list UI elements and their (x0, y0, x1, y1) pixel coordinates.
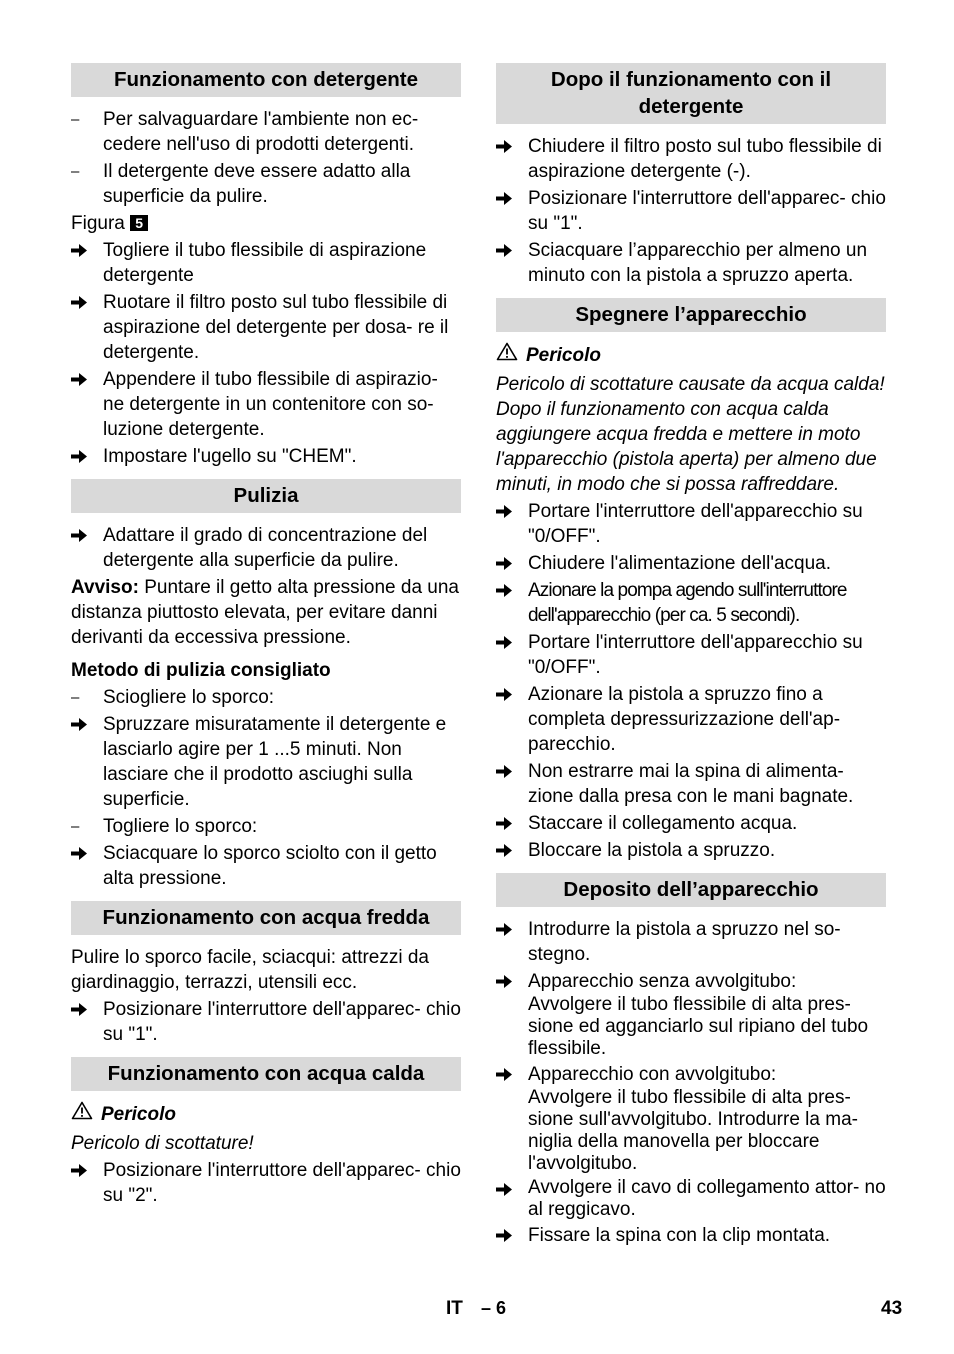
dash-bullet: – (71, 818, 80, 835)
arrow-right-icon (496, 134, 520, 154)
list-item: Avvolgere il cavo di collegamento attor- no al reggicavo. (496, 1177, 886, 1221)
list-item: Azionare la pistola a spruzzo fino a completa depressurizzazione dell'ap- parecchio. (496, 682, 886, 757)
arrow-right-icon (496, 578, 520, 598)
arrow-right-icon (496, 238, 520, 258)
danger-title: Pericolo (71, 1101, 461, 1127)
list-item-continuation: Avvolgere il tubo flessibile di alta pres- sione ed agganciarlo sul ripiano del tubo flessibile. (528, 994, 869, 1059)
list-item: Non estrarre mai la spina di alimenta- zione dalla presa con le mani bagnate. (496, 759, 886, 809)
list-item: – Togliere lo sporco: (71, 816, 258, 837)
arrow-right-icon (71, 712, 95, 732)
danger-title: Pericolo (496, 342, 886, 368)
list-item: Posizionare l'interruttore dell'apparec- chio su "2". (71, 1158, 461, 1208)
danger-text: Pericolo di scottature causate da acqua calda! Dopo il funzionamento con acqua calda aggiungere acqua fredda e mettere in moto l'apparecchio (pistola aperta) per almeno due minuti, in modo che si possa raffreddare. (496, 374, 885, 495)
arrow-right-icon (496, 1062, 520, 1082)
list-item: Sciacquare lo sporco sciolto con il getto alta pressione. (71, 841, 461, 891)
figure-number-badge: 5 (130, 215, 148, 231)
arrow-right-icon (71, 290, 95, 310)
heading-dopo-detergente: Dopo il funzionamento con il detergente (496, 63, 886, 124)
warning-triangle-icon (496, 342, 526, 368)
notice-paragraph: Avviso: Puntare il getto alta pressione da una distanza piuttosto elevata, per evitare danni derivanti da eccessiva pressione. (71, 577, 459, 648)
heading-deposito: Deposito dell’apparecchio (496, 873, 886, 907)
arrow-right-icon (71, 444, 95, 464)
list-item: Togliere il tubo flessibile di aspirazione detergente (71, 238, 461, 288)
heading-acqua-calda: Funzionamento con acqua calda (71, 1057, 461, 1091)
heading-detergent: Funzionamento con detergente (71, 63, 461, 97)
heading-pulizia: Pulizia (71, 479, 461, 513)
figure-reference: Figura 5 (71, 211, 461, 236)
list-item: Posizionare l'interruttore dell'apparec- chio su "1". (496, 186, 886, 236)
arrow-right-icon (71, 997, 95, 1017)
arrow-right-icon (71, 238, 95, 258)
list-item: Introdurre la pistola a spruzzo nel so- stegno. (496, 917, 886, 967)
footer-language: IT (446, 1298, 463, 1319)
arrow-right-icon (496, 630, 520, 650)
list-item: Azionare la pompa agendo sull'interruttore dell'apparecchio (per ca. 5 secondi). (496, 578, 886, 628)
arrow-right-icon (496, 811, 520, 831)
arrow-right-icon (496, 969, 520, 989)
arrow-right-icon (496, 759, 520, 779)
arrow-right-icon (71, 367, 95, 387)
list-item: Staccare il collegamento acqua. (496, 811, 886, 836)
list-item: Apparecchio senza avvolgitubo: Avvolgere il tubo flessibile di alta pres- sione ed agganciarlo sul ripiano del tubo flessibile. (496, 969, 886, 1060)
list-item: Portare l'interruttore dell'apparecchio su "0/OFF". (496, 499, 886, 549)
dash-bullet: – (71, 689, 80, 706)
list-item: – Per salvaguardare l'ambiente non ec- cedere nell'uso di prodotti detergenti. (71, 109, 419, 155)
heading-spegnere: Spegnere l’apparecchio (496, 298, 886, 332)
list-item: Chiudere l'alimentazione dell'acqua. (496, 551, 886, 576)
footer-section-page: – 6 (481, 1298, 507, 1318)
arrow-right-icon (71, 523, 95, 543)
left-column (71, 63, 461, 1210)
arrow-right-icon (496, 1177, 520, 1197)
list-item: Appendere il tubo flessibile di aspirazio- ne detergente in un contenitore con so- luzione detergente. (71, 367, 461, 442)
arrow-right-icon (496, 682, 520, 702)
arrow-right-icon (71, 1158, 95, 1178)
paragraph: Pulire lo sporco facile, sciacqui: attrezzi da giardinaggio, terrazzi, utensili ecc. (71, 947, 429, 993)
subheading-metodo: Metodo di pulizia consigliato (71, 660, 331, 681)
list-item-continuation: Avvolgere il tubo flessibile di alta pres- sione sull'avvolgitubo. Introdurre la ma- niglia della manovella per bloccare l'avvolgitubo. (528, 1087, 858, 1174)
arrow-right-icon (496, 838, 520, 858)
arrow-right-icon (496, 917, 520, 937)
list-item: Bloccare la pistola a spruzzo. (496, 838, 886, 863)
arrow-right-icon (496, 499, 520, 519)
list-item: Ruotare il filtro posto sul tubo flessibile di aspirazione del detergente per dosa- re il detergente. (71, 290, 461, 365)
arrow-right-icon (496, 186, 520, 206)
list-item: Impostare l'ugello su "CHEM". (71, 444, 461, 469)
right-column (496, 63, 886, 1250)
list-item: Adattare il grado di concentrazione del detergente alla superficie da pulire. (71, 523, 461, 573)
heading-acqua-fredda: Funzionamento con acqua fredda (71, 901, 461, 935)
warning-triangle-icon (71, 1101, 101, 1127)
footer-page-number: 43 (881, 1298, 903, 1319)
list-item: Sciacquare l’apparecchio per almeno un minuto con la pistola a spruzzo aperta. (496, 238, 886, 288)
arrow-right-icon (496, 551, 520, 571)
list-item: Spruzzare misuratamente il detergente e lasciarlo agire per 1 ...5 minuti. Non lasciare che il prodotto asciughi sulla superficie. (71, 712, 461, 812)
list-item: Chiudere il filtro posto sul tubo flessibile di aspirazione detergente (-). (496, 134, 886, 184)
dash-bullet: – (71, 163, 80, 180)
list-item: – Il detergente deve essere adatto alla superficie da pulire. (71, 161, 411, 207)
arrow-right-icon (71, 841, 95, 861)
dash-bullet: – (71, 111, 80, 128)
danger-text: Pericolo di scottature! (71, 1133, 254, 1154)
list-item: – Sciogliere lo sporco: (71, 687, 275, 708)
list-item: Posizionare l'interruttore dell'apparec- chio su "1". (71, 997, 461, 1047)
list-item: Apparecchio con avvolgitubo: Avvolgere il tubo flessibile di alta pres- sione sull'avvolgitubo. Introdurre la ma- niglia della manovella per bloccare l'avvolgitubo. (496, 1062, 886, 1175)
list-item: Fissare la spina con la clip montata. (496, 1223, 886, 1248)
list-item: Portare l'interruttore dell'apparecchio su "0/OFF". (496, 630, 886, 680)
arrow-right-icon (496, 1223, 520, 1243)
